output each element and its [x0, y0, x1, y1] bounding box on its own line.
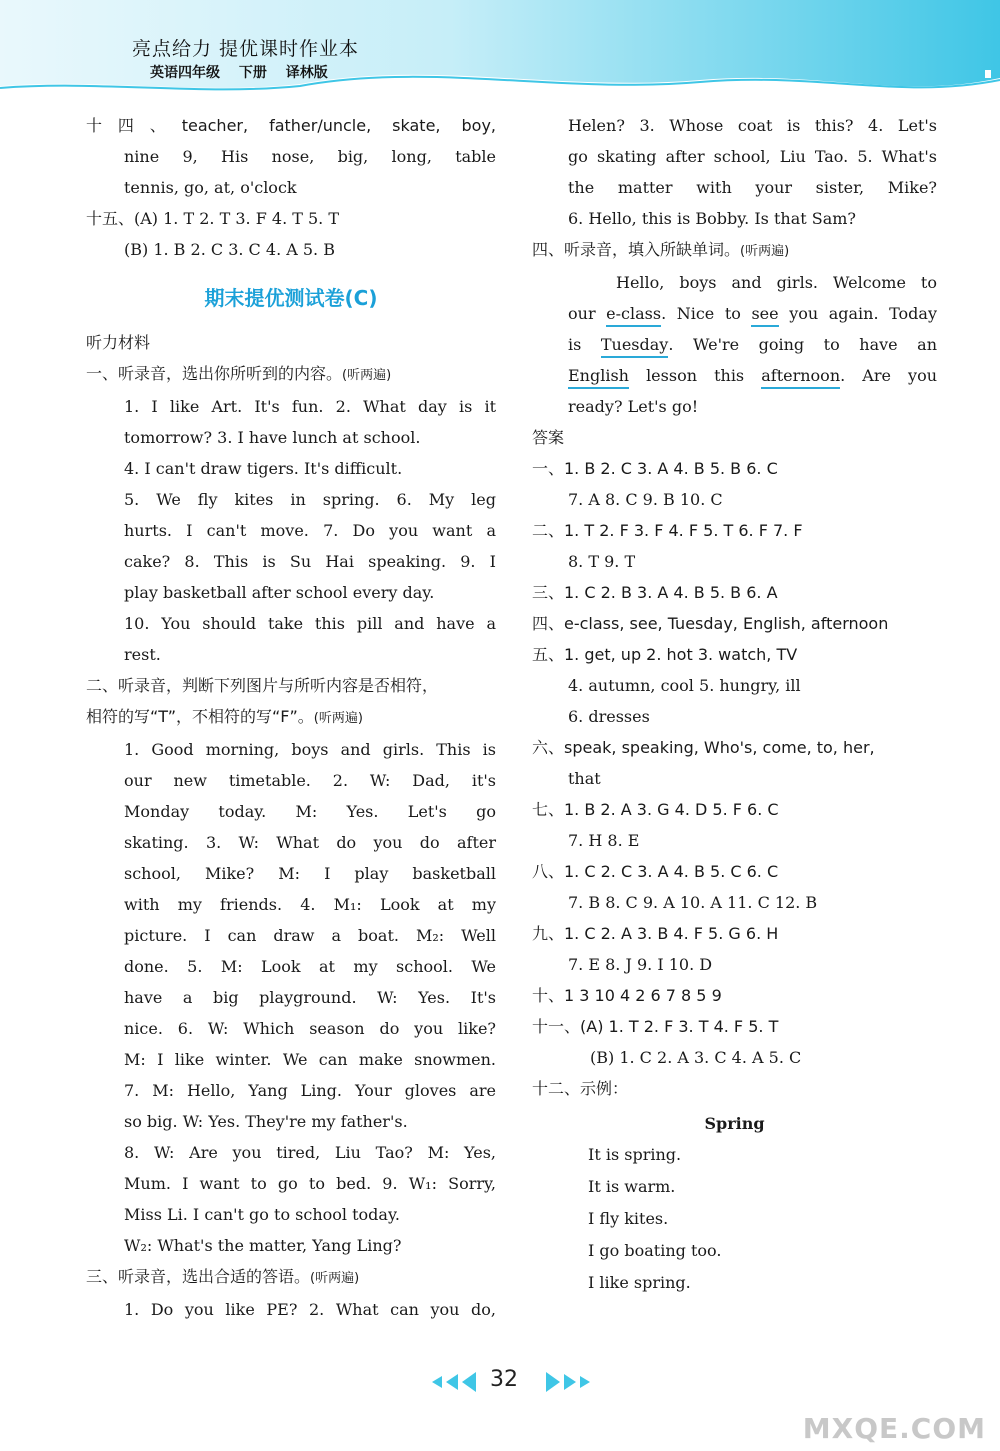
q2-line6: with my friends. 4. M₁: Look at my [124, 895, 496, 914]
answer-15-line1: 十五、(A) 1. T 2. T 3. F 4. T 5. T [86, 209, 340, 228]
question-3-heading [86, 1261, 496, 1294]
q2-line11: M: I like winter. We can make snowmen. [124, 1050, 496, 1069]
poem-line-2: It is warm. [588, 1177, 676, 1196]
q2-line14: 8. W: Are you tired, Liu Tao? M: Yes, [124, 1143, 496, 1162]
answer-10: 十、1 3 10 4 2 6 7 8 5 9 [532, 986, 722, 1005]
answer-6-line2: that [568, 769, 601, 788]
q2-line7: picture. I can draw a boat. M₂: Well [124, 926, 496, 945]
q2-line15: Mum. I want to go to bed. 9. W₁: Sorry, [124, 1174, 496, 1193]
answer-11-line2: (B) 1. C 2. A 3. C 4. A 5. C [590, 1048, 802, 1067]
listening-title: 听力材料 [86, 333, 151, 352]
poem-title: Spring [704, 1114, 765, 1133]
header-title: 亮点给力 提优课时作业本 [132, 38, 360, 60]
question-3-text: 三、听录音，选出合适的答语。 [86, 1267, 311, 1286]
question-2-note: (听两遍) [313, 711, 363, 726]
q1-line5: hurts. I can't move. 7. Do you want a [124, 521, 496, 540]
right-arrow-icon-small [580, 1376, 590, 1388]
q2-line9: have a big playground. W: Yes. It's [124, 988, 496, 1007]
left-column [86, 110, 496, 1325]
question-1-text: 一、听录音，选出你所听到的内容。 [86, 364, 343, 383]
answer-14-line3: tennis, go, at, o'clock [124, 178, 297, 197]
answer-5-line2: 4. autumn, cool 5. hungry, ill [568, 676, 801, 695]
answer-3: 三、1. C 2. B 3. A 4. B 5. B 6. A [532, 583, 778, 602]
blank-tuesday: Tuesday [601, 334, 668, 358]
blank-e-class: e-class [606, 303, 661, 327]
answer-6-line1: 六、speak, speaking, Who's, come, to, her, [532, 738, 875, 757]
q2-line1: 1. Good morning, boys and girls. This is [124, 740, 496, 759]
question-4-note: (听两遍) [740, 244, 790, 259]
q4-line2-c: . Nice to [661, 304, 741, 323]
blank-afternoon: afternoon [761, 365, 840, 389]
answer-7-line1: 七、1. B 2. A 3. G 4. D 5. F 6. C [532, 800, 779, 819]
answer-5-line3: 6. dresses [568, 707, 650, 726]
question-4-heading [532, 234, 937, 267]
right-column [532, 110, 937, 1299]
answer-9-line1: 九、1. C 2. A 3. B 4. F 5. G 6. H [532, 924, 779, 943]
question-2-heading-line1: 二、听录音，判断下列图片与所听内容是否相符， [86, 676, 439, 695]
q4-line4 [532, 360, 937, 391]
answer-12-heading: 十二、示例： [532, 1079, 629, 1098]
q2-line8: done. 5. M: Look at my school. We [124, 957, 496, 976]
right-arrow-icon-large [546, 1372, 560, 1392]
answer-2-line2: 8. T 9. T [568, 552, 636, 571]
answer-1-line2: 7. A 8. C 9. B 10. C [568, 490, 723, 509]
answer-2-line1: 二、1. T 2. F 3. F 4. F 5. T 6. F 7. F [532, 521, 803, 540]
question-1-heading [86, 358, 496, 391]
q2-line10: nice. 6. W: Which season do you like? [124, 1019, 496, 1038]
watermark-logo: MXQE.COM [802, 1412, 986, 1445]
q4-line2-a: our [568, 304, 596, 323]
left-arrow-icon-medium [446, 1374, 458, 1390]
question-2-heading-line2 [86, 701, 496, 734]
q1-line7: play basketball after school every day. [124, 583, 435, 602]
answer-9-line2: 7. E 8. J 9. I 10. D [568, 955, 713, 974]
q2-line5: school, Mike? M: I play basketball [124, 864, 496, 883]
q1-line1: 1. I like Art. It's fun. 2. What day is it [124, 397, 496, 416]
answer-15-line2: (B) 1. B 2. C 3. C 4. A 5. B [124, 240, 335, 259]
answer-14-line1: 十四、teacher, father/uncle, skate, boy, [86, 116, 496, 135]
q2-line12: 7. M: Hello, Yang Ling. Your gloves are [124, 1081, 496, 1100]
q4-line3-a: is [568, 335, 582, 354]
answer-8-line2: 7. B 8. C 9. A 10. A 11. C 12. B [568, 893, 818, 912]
answer-7-line2: 7. H 8. E [568, 831, 640, 850]
q1-line2: tomorrow? 3. I have lunch at school. [124, 428, 421, 447]
left-arrow-icon-small [432, 1376, 442, 1388]
page-number: 32 [490, 1367, 518, 1392]
q1-line8: 10. You should take this pill and have a [124, 614, 496, 633]
answer-1-line1: 一、1. B 2. C 3. A 4. B 5. B 6. C [532, 459, 778, 478]
q2-line16: Miss Li. I can't go to school today. [124, 1205, 400, 1224]
q4-line2-e: you again. Today [789, 304, 937, 323]
q1-line6: cake? 8. This is Su Hai speaking. 9. I [124, 552, 496, 571]
q3-cont-line2: go skating after school, Liu Tao. 5. What's [568, 147, 937, 166]
q4-line1-text: Hello, boys and girls. Welcome to [616, 273, 937, 292]
left-arrow-icon-large [462, 1372, 476, 1392]
q4-line3-c: . We're going to have an [668, 335, 937, 354]
q4-line5: ready? Let's go! [568, 397, 699, 416]
answer-14-line2: nine 9, His nose, big, long, table [124, 147, 496, 166]
q4-line4-b: lesson this [646, 366, 745, 385]
question-4-text: 四、听录音，填入所缺单词。 [532, 240, 741, 259]
q2-line3: Monday today. M: Yes. Let's go [124, 802, 496, 821]
q1-line4: 5. We fly kites in spring. 6. My leg [124, 490, 496, 509]
blank-english: English [568, 365, 629, 389]
answer-4: 四、e-class, see, Tuesday, English, afternoon [532, 614, 889, 633]
poem-line-4: I go boating too. [588, 1241, 722, 1260]
q1-line3: 4. I can't draw tigers. It's difficult. [124, 459, 403, 478]
question-3-note: (听两遍) [310, 1271, 360, 1286]
q2-line13: so big. W: Yes. They're my father's. [124, 1112, 408, 1131]
right-arrow-icon-medium [564, 1374, 576, 1390]
q2-line2: our new timetable. 2. W: Dad, it's [124, 771, 496, 790]
answer-5-line1: 五、1. get, up 2. hot 3. watch, TV [532, 645, 798, 664]
poem-line-5: I like spring. [588, 1273, 691, 1292]
page-header [0, 0, 1000, 100]
q3-cont-line1: Helen? 3. Whose coat is this? 4. Let's [568, 116, 937, 135]
answer-8-line1: 八、1. C 2. C 3. A 4. B 5. C 6. C [532, 862, 779, 881]
q3-cont-line3: the matter with your sister, Mike? [568, 178, 937, 197]
q4-line2 [532, 298, 937, 329]
exam-title: 期末提优测试卷(C) [204, 286, 378, 310]
answer-11-line1: 十一、(A) 1. T 2. F 3. T 4. F 5. T [532, 1017, 779, 1036]
q2-line17: W₂: What's the matter, Yang Ling? [124, 1236, 402, 1255]
blank-see: see [751, 303, 778, 327]
question-1-note: (听两遍) [342, 368, 392, 383]
header-subtitle: 英语四年级 下册 译林版 [150, 65, 328, 81]
question-2-text: 相符的写“T”，不相符的写“F”。 [86, 707, 314, 726]
poem-line-1: It is spring. [588, 1145, 682, 1164]
q3-line1: 1. Do you like PE? 2. What can you do, [124, 1300, 496, 1319]
answers-title: 答案 [532, 428, 565, 447]
poem-line-3: I fly kites. [588, 1209, 669, 1228]
q3-cont-line4: 6. Hello, this is Bobby. Is that Sam? [568, 209, 856, 228]
q1-line9: rest. [124, 645, 161, 664]
q4-line3 [532, 329, 937, 360]
q2-line4: skating. 3. W: What do you do after [124, 833, 496, 852]
q4-line1 [532, 267, 937, 298]
q4-line4-d: . Are you [840, 366, 938, 385]
